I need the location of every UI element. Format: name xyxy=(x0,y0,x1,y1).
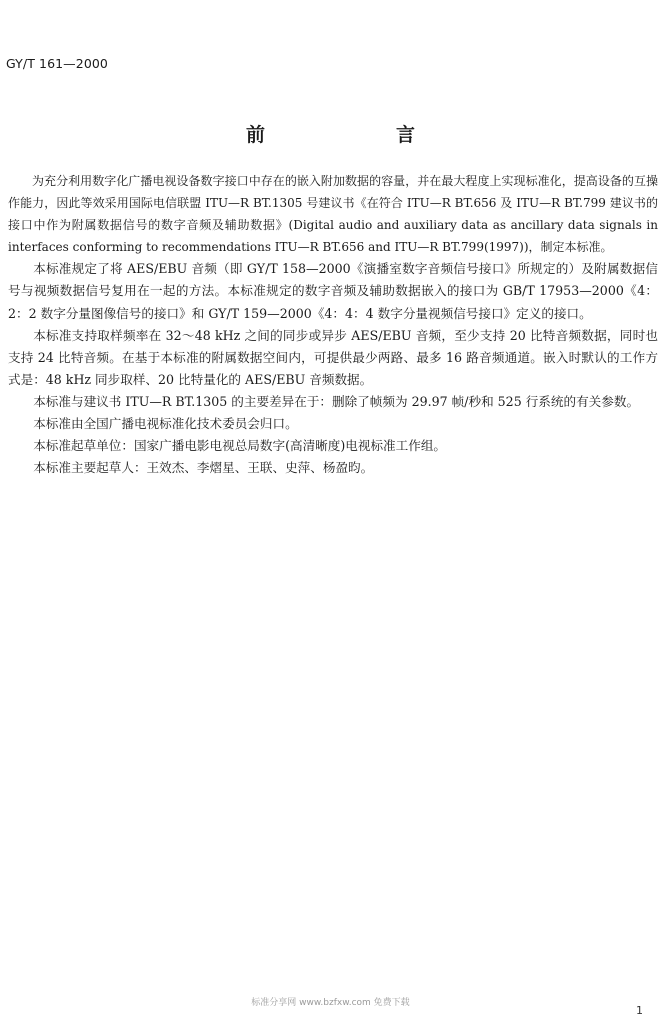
page-title: 前 言 xyxy=(245,124,471,146)
paragraph-method: 本标准规定了将 AES/EBU 音频（即 GY/T 158—2000《演播室数字音频信号接口》所规定的）及附属数据信号与视频数据信号复用在一起的方法。本标准规定的数字音频及辅助数据嵌入的接口为 GB/T 17953—2000《4：2：2 数字分量图像信号的接口》和 GY/T 159—2000《4：4：4 数字分量视频信号接口》定义的接口。 xyxy=(8,261,658,321)
paragraph-drafters: 本标准主要起草人：王效杰、李熠星、王联、史萍、杨盈昀。 xyxy=(33,460,374,476)
paragraph-differences: 本标准与建议书 ITU—R BT.1305 的主要差异在于：删除了帧频为 29.97 帧/秒和 525 行系统的有关参数。 xyxy=(33,393,640,409)
watermark-text: 标准分享网 www.bzfxw.com 免费下载 xyxy=(251,998,410,1008)
paragraph-purpose: 为充分利用数字化广播电视设备数字接口中存在的嵌入附加数据的容量，并在最大程度上实现标准化，提高设备的互操作能力，因此等效采用国际电信联盟 ITU—R BT.1305 号建议书《在符合 ITU—R BT.656 及 ITU—R BT.799 建议书的接口中作为附属数据信号的数字音频及辅助数据》(Digital audio and auxiliary data as ancillary data signals in interfaces conforming to recommendations ITU—R BT.656 and ITU—R BT.799(1997))，制定本标准。 xyxy=(8,174,658,255)
paragraph-drafting-unit: 本标准起草单位：国家广播电影电视总局数字(高清晰度)电视标准工作组。 xyxy=(33,438,447,454)
paragraph-sampling: 本标准支持取样频率在 32～48 kHz 之间的同步或异步 AES/EBU 音频，至少支持 20 比特音频数据，同时也支持 24 比特音频。在基于本标准的附属数据空间内，可提供最少两路、最多 16 路音频通道。嵌入时默认的工作方式是：48 kHz 同步取样、20 比特量化的 AES/EBU 音频数据。 xyxy=(8,327,658,387)
page-number: 1 xyxy=(636,1004,643,1017)
paragraph-committee: 本标准由全国广播电视标准化技术委员会归口。 xyxy=(33,416,298,432)
standard-code: GY/T 161—2000 xyxy=(6,56,108,71)
foreword-body xyxy=(8,170,658,479)
